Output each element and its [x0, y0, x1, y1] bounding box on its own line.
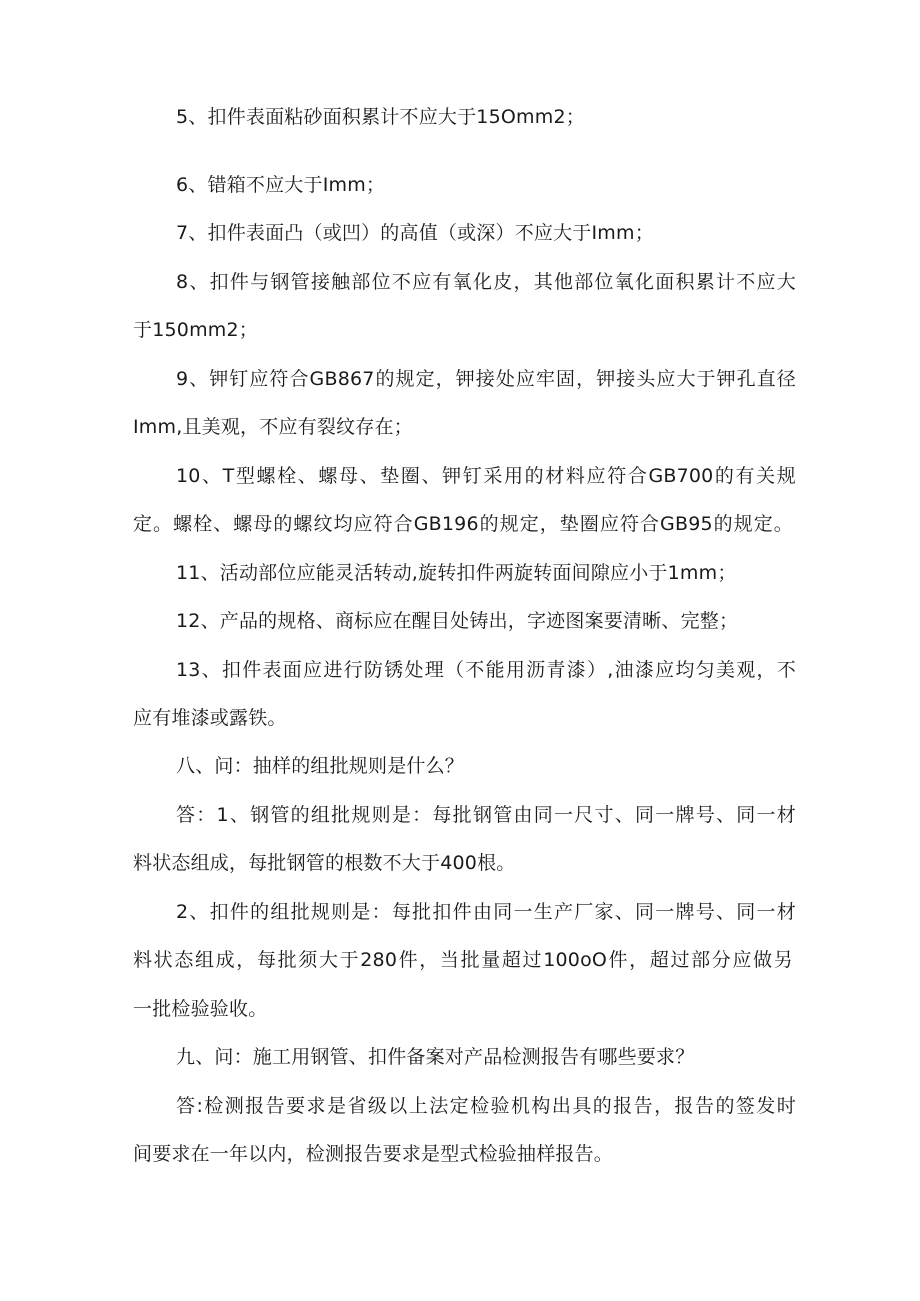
paragraph-line: Imm,且美观，不应有裂纹存在； — [133, 416, 413, 438]
paragraph-line: 于150mm2； — [133, 319, 258, 341]
paragraph-line: 定。螺栓、螺母的螺纹均应符合GB196的规定，垫圈应符合GB95的规定。 — [133, 513, 793, 535]
paragraph-line: 8、扣件与钢管接触部位不应有氧化皮，其他部位氧化面积累计不应大 — [176, 271, 796, 293]
paragraph-line: 6、错箱不应大于Imm； — [176, 174, 386, 196]
paragraph-line: 应有堆漆或露铁。 — [133, 707, 287, 729]
paragraph-line: 11、活动部位应能灵活转动,旋转扣件两旋转面间隙应小于1mm； — [176, 562, 737, 584]
paragraph-line: 答:检测报告要求是省级以上法定检验机构出具的报告，报告的签发时 — [176, 1095, 796, 1117]
paragraph-line: 10、T型螺栓、螺母、垫圈、钾钉采用的材料应符合GB700的有关规 — [176, 465, 796, 487]
paragraph-line: 12、产品的规格、商标应在醒目处铸出，字迹图案要清晰、完整； — [176, 610, 739, 632]
paragraph-line: 间要求在一年以内，检测报告要求是型式检验抽样报告。 — [133, 1143, 614, 1165]
section-question: 九、问：施工用钢管、扣件备案对产品检测报告有哪些要求？ — [176, 1046, 695, 1068]
paragraph-line: 一批检验验收。 — [133, 998, 268, 1020]
section-question: 八、问：抽样的组批规则是什么？ — [176, 755, 465, 777]
paragraph-line: 9、钾钉应符合GB867的规定，钾接处应牢固，钾接头应大于钾孔直径 — [176, 368, 796, 390]
paragraph-line: 7、扣件表面凸（或凹）的高值（或深）不应大于Imm； — [176, 222, 654, 244]
paragraph-line: 料状态组成，每批须大于280件，当批量超过100oO件，超过部分应做另 — [133, 949, 793, 971]
paragraph-line: 料状态组成，每批钢管的根数不大于400根。 — [133, 852, 516, 874]
paragraph-line: 2、扣件的组批规则是：每批扣件由同一生产厂家、同一牌号、同一材 — [176, 901, 796, 923]
paragraph-line: 答：1、钢管的组批规则是：每批钢管由同一尺寸、同一牌号、同一材 — [176, 804, 796, 826]
paragraph-line: 5、扣件表面粘砂面积累计不应大于15Omm2； — [176, 106, 585, 128]
paragraph-line: 13、扣件表面应进行防锈处理（不能用沥青漆）,油漆应均匀美观，不 — [176, 659, 796, 681]
